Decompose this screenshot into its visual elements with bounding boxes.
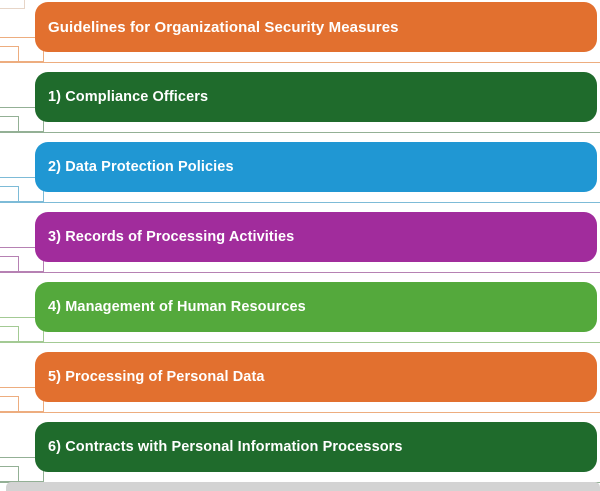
list-item-records-of-processing — [0, 212, 600, 282]
item-label: 2) Data Protection Policies — [48, 159, 234, 175]
item-label: 5) Processing of Personal Data — [48, 369, 265, 385]
accent-step-box — [0, 466, 19, 482]
list-item-compliance-officers — [0, 72, 600, 142]
item-label: 4) Management of Human Resources — [48, 299, 306, 315]
accent-step-box — [0, 256, 19, 272]
accent-underline — [0, 342, 600, 343]
item-bar — [35, 212, 597, 262]
title-bar — [35, 2, 597, 52]
accent-underline — [0, 412, 600, 413]
item-bar — [35, 422, 597, 472]
accent-step-box — [0, 396, 19, 412]
list-item-title — [0, 2, 600, 72]
accent-step-box — [0, 186, 19, 202]
cropped-next-item-edge — [6, 482, 600, 491]
list-item-human-resources — [0, 282, 600, 352]
accent-underline — [0, 132, 600, 133]
accent-underline — [0, 202, 600, 203]
accent-step-box — [0, 46, 19, 62]
item-bar — [35, 72, 597, 122]
accent-step-box — [0, 116, 19, 132]
item-bar — [35, 282, 597, 332]
accent-underline — [0, 62, 600, 63]
list-item-contracts-processors — [0, 422, 600, 491]
accent-underline — [0, 272, 600, 273]
item-bar — [35, 142, 597, 192]
cropped-previous-outline — [0, 0, 25, 9]
title-label: Guidelines for Organizational Security Measures — [48, 18, 399, 36]
list-item-processing-personal-data — [0, 352, 600, 422]
item-label: 3) Records of Processing Activities — [48, 229, 295, 245]
item-bar — [35, 352, 597, 402]
list-item-data-protection-policies — [0, 142, 600, 212]
item-label: 1) Compliance Officers — [48, 89, 209, 105]
accent-step-box — [0, 326, 19, 342]
item-label: 6) Contracts with Personal Information Processors — [48, 439, 403, 455]
